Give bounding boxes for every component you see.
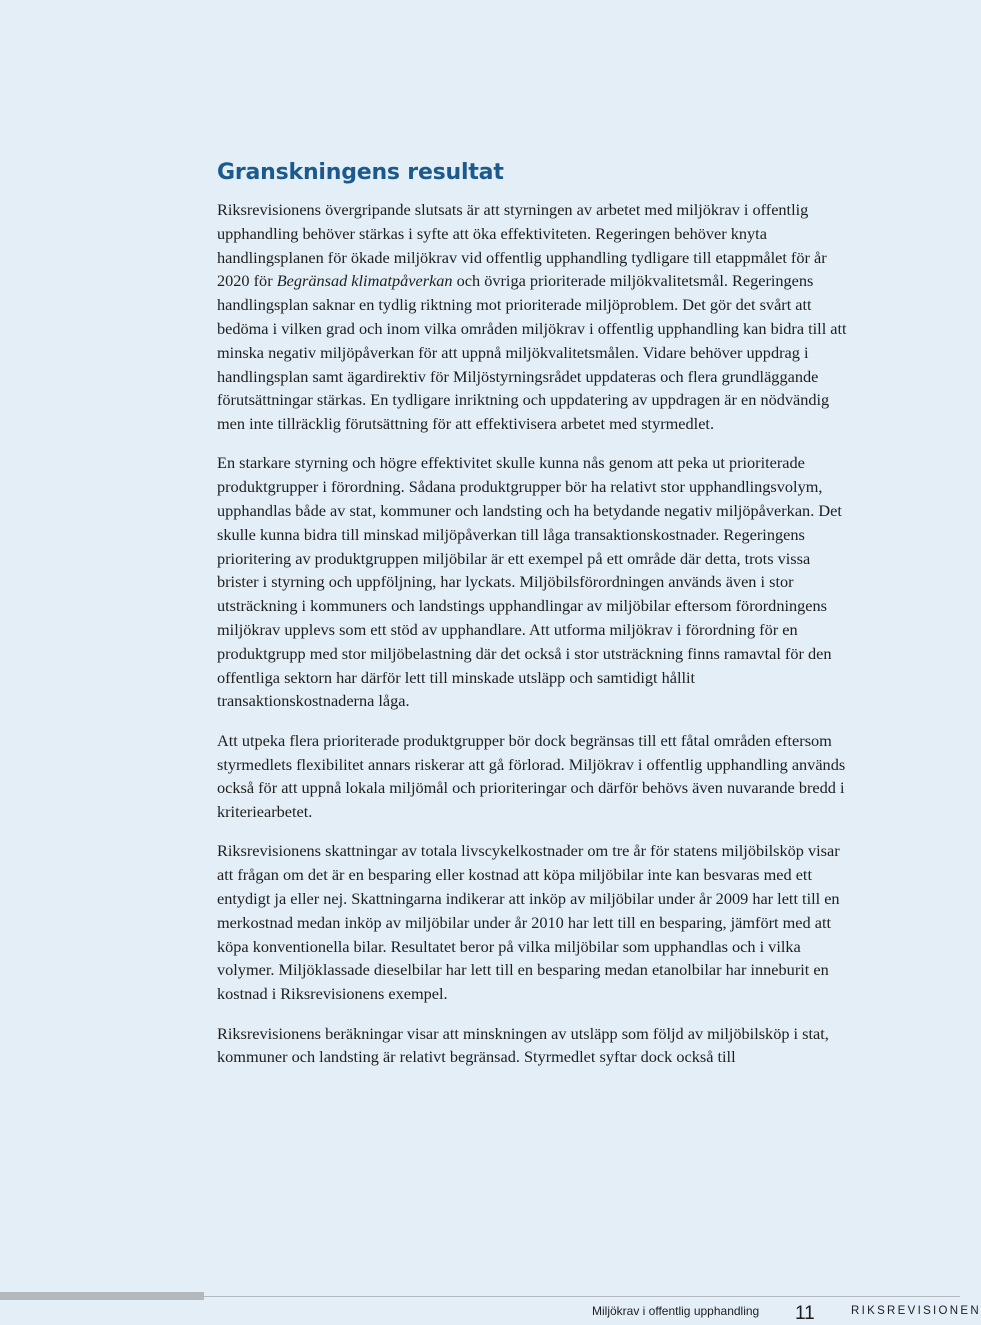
paragraph-3: Att utpeka flera prioriterade produktgrupper bör dock begränsas till ett fåtal områden eftersom styrmedlets flexibilitet annars riskerar att gå förlorad. Miljökrav i offentlig upphandling används också för att uppnå lokala miljömål och prioriteringar och därför behövs även nuvarande bredd i kriteriearbetet. <box>217 730 846 822</box>
paragraph-5: Riksrevisionens beräkningar visar att minskningen av utsläpp som följd av miljöbilsköp i stat, kommuner och landsting är relativt begränsad. Styrmedlet syftar dock också till <box>217 1023 829 1067</box>
page-heading: Granskningens resultat <box>217 160 504 185</box>
paragraph-1-start: Riksrevisionens övergripande slutsats är att styrningen av arbetet med miljökrav i offentlig upphandling behöver stärkas i syfte att öka effektiviteten. Regeringen behöver knyta handlingsplanen för ökade miljökrav vid offentlig upphandling tydligare till etappmålet för år 2020 för <box>217 200 827 291</box>
paragraph-1-emphasis: Begränsad klimatpåverkan <box>276 271 453 291</box>
page-number: 11 <box>795 1303 815 1324</box>
footer-rule-thin <box>204 1296 960 1297</box>
paragraph-1-end: och övriga prioriterade miljökvalitetsmål. Regeringens handlingsplan saknar en tydlig riktning mot prioriterade miljöproblem. Det gör det svårt att bedöma i vilken grad och inom vilka områden miljökrav i offentlig upphandling kan bidra till att minska negativ miljöpåverkan för att uppnå miljökvalitetsmålen. Vidare behöver uppdrag i handlingsplan samt ägardirektiv för Miljöstyrningsrådet uppdateras och flera grundläggande förutsättningar stärkas. En tydligare inriktning och uppdatering av uppdragen är en nödvändig men inte tillräcklig förutsättning för att effektivisera arbetet med styrmedlet. <box>217 271 847 434</box>
footer-document-title: Miljökrav i offentlig upphandling <box>592 1304 760 1318</box>
paragraph-1 <box>217 198 852 436</box>
publisher-name: RIKSREVISIONEN <box>851 1305 981 1317</box>
body-text <box>217 198 852 1069</box>
paragraph-2: En starkare styrning och högre effektivitet skulle kunna nås genom att peka ut prioriterade produktgrupper i förordning. Sådana produktgrupper bör ha relativt stor upphandlingsvolym, upphandlas både av stat, kommuner och landsting och ha betydande negativ miljöpåverkan. Det skulle kunna bidra till minskad miljöpåverkan till låga transaktionskostnader. Regeringens prioritering av produktgruppen miljöbilar är ett exempel på ett område där detta, trots vissa brister i styrning och uppföljning, har lyckats. Miljöbilsförordningen används även i stor utsträckning i kommuners och landstings upphandlingar av miljöbilar eftersom förordningens miljökrav upplevs som ett stöd av upphandlare. Att utforma miljökrav i förordning för en produktgrupp med stor miljöbelastning där det också i stor utsträckning finns ramavtal för den offentliga sektorn har därför lett till minskade utsläpp och samtidigt hållit transaktionskostnaderna låga. <box>217 453 842 711</box>
footer-rule-thick <box>0 1292 204 1300</box>
paragraph-4: Riksrevisionens skattningar av totala livscykelkostnader om tre år för statens miljöbilsköp visar att frågan om det är en besparing eller kostnad att köpa miljöbilar inte kan besvaras med ett entydigt ja eller nej. Skattningarna indikerar att inköp av miljöbilar under år 2009 har lett till en merkostnad medan inköp av miljöbilar under år 2010 har lett till en besparing, jämfört med att köpa konventionella bilar. Resultatet beror på vilka miljöbilar som upphandlas och i vilka volymer. Miljöklassade dieselbilar har lett till en besparing medan etanolbilar har inneburit en kostnad i Riksrevisionens exempel. <box>217 841 840 1004</box>
